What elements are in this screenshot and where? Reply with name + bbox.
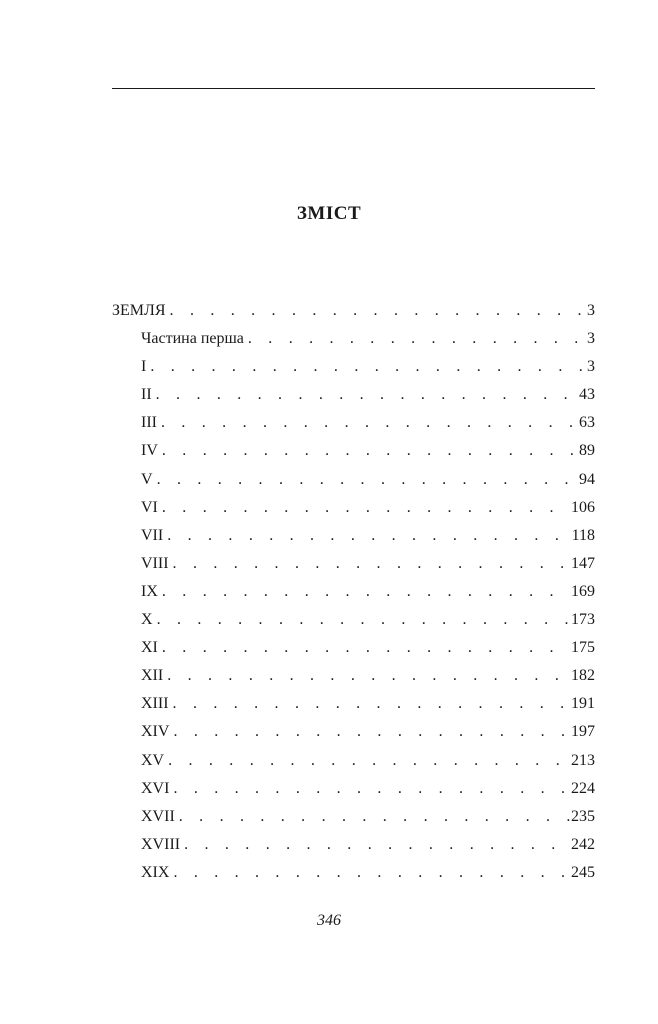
toc-entry-page: 235 [571, 807, 595, 825]
toc-entry [112, 662, 595, 690]
toc-entry [112, 381, 595, 409]
toc-entry [112, 831, 595, 859]
toc-entry-page: 3 [587, 302, 595, 319]
toc-entry [112, 325, 595, 353]
toc-entry-label: III [141, 414, 157, 432]
header-rule [112, 88, 595, 89]
toc-entry [112, 578, 595, 606]
toc-entry [112, 606, 595, 634]
toc-entry-page: 89 [579, 442, 595, 460]
toc-entry-label: VIII [141, 554, 169, 572]
toc-entry-page: 245 [571, 863, 595, 881]
toc-entry-page: 182 [571, 667, 595, 685]
toc-entry-page: 213 [571, 751, 595, 769]
toc-entry-page: 63 [579, 414, 595, 432]
toc-entry-page: 197 [571, 723, 595, 741]
toc-entry [112, 522, 595, 550]
toc-entry-label: Частина перша [141, 330, 244, 348]
toc-dot-leader [169, 690, 571, 718]
toc-entry [112, 353, 595, 381]
toc-dot-leader [146, 353, 587, 381]
toc-entry [112, 494, 595, 522]
toc-dot-leader [169, 718, 571, 746]
toc-entry-page: 3 [587, 330, 595, 348]
toc-dot-leader [157, 409, 579, 437]
toc-entry [112, 803, 595, 831]
toc-entry-page: 173 [571, 611, 595, 629]
toc-entry-page: 175 [571, 639, 595, 657]
toc-entry-page: 3 [587, 358, 595, 376]
toc-entry-label: IX [141, 582, 158, 600]
toc-entry-page: 43 [579, 386, 595, 404]
toc-entry-label: XV [141, 751, 165, 769]
toc-entry [112, 297, 595, 325]
toc-entry-page: 118 [571, 526, 595, 544]
toc-dot-leader [244, 325, 587, 353]
toc-entry-label: XIII [141, 695, 169, 713]
toc-entry [112, 634, 595, 662]
toc-entry-page: 94 [579, 470, 595, 488]
toc-dot-leader [169, 550, 571, 578]
toc-entry-page: 242 [571, 835, 595, 853]
toc-entry-label: XVI [141, 779, 170, 797]
toc-entry-label: XI [141, 639, 158, 657]
toc-dot-leader [163, 662, 571, 690]
toc-entry [112, 437, 595, 465]
toc-dot-leader [153, 466, 579, 494]
toc-dot-leader [158, 437, 579, 465]
toc-entry-page: 224 [571, 779, 595, 797]
toc-entry-page: 191 [571, 695, 595, 713]
toc-dot-leader [180, 831, 571, 859]
toc-entry [112, 775, 595, 803]
toc-entry [112, 409, 595, 437]
toc-entry-label: XII [141, 667, 164, 685]
toc-entry [112, 718, 595, 746]
toc-entry [112, 690, 595, 718]
toc-dot-leader [158, 634, 571, 662]
toc-entry-label: X [141, 611, 153, 629]
toc-entry-label: V [141, 470, 153, 488]
toc-dot-leader [163, 522, 571, 550]
page-title: ЗМІСТ [296, 203, 362, 224]
page-number: 346 [317, 912, 341, 929]
toc-entry-page: 106 [571, 498, 595, 516]
toc-dot-leader [153, 606, 571, 634]
toc-entry [112, 550, 595, 578]
toc-dot-leader [175, 803, 571, 831]
toc-dot-leader [166, 297, 587, 325]
toc-entry-label: XVII [141, 807, 175, 825]
toc-entry-label: XVIII [141, 835, 181, 853]
toc-dot-leader [158, 494, 571, 522]
toc-entry [112, 466, 595, 494]
toc-dot-leader [158, 578, 571, 606]
toc-entry-label: IV [141, 442, 158, 460]
toc-entry-label: II [141, 386, 152, 404]
toc-entry [112, 859, 595, 887]
toc-dot-leader [164, 747, 571, 775]
toc-entry-label: VII [141, 526, 164, 544]
toc-entry-label: XIX [141, 863, 170, 881]
toc-entry [112, 747, 595, 775]
table-of-contents [112, 297, 595, 887]
toc-dot-leader [169, 775, 571, 803]
toc-entry-page: 169 [571, 582, 595, 600]
toc-dot-leader [169, 859, 571, 887]
toc-entry-label: I [141, 358, 147, 376]
toc-entry-label: XIV [141, 723, 170, 741]
toc-dot-leader [152, 381, 579, 409]
toc-entry-label: VI [141, 498, 158, 516]
toc-entry-label: ЗЕМЛЯ [112, 302, 166, 319]
toc-entry-page: 147 [571, 554, 595, 572]
